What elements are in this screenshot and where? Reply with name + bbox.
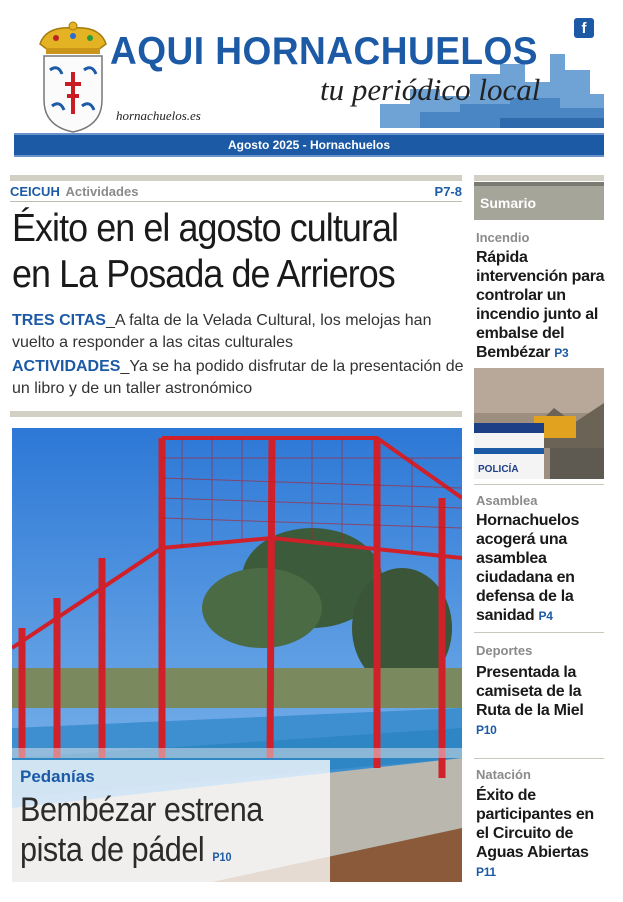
page-reference[interactable]: P10: [476, 723, 497, 737]
kicker-rule: [10, 201, 462, 202]
sidebar-top-rule: [474, 175, 604, 181]
headline-line: Éxito en el agosto cultural: [12, 207, 399, 250]
summary-item-incendio[interactable]: Rápida intervención para controlar un incendio junto al embalse del Bembézar P3: [476, 249, 605, 361]
website-link[interactable]: hornachuelos.es: [116, 108, 201, 123]
summary-divider: [474, 484, 604, 485]
newspaper-title: AQUI HORNACHUELOS: [110, 30, 538, 73]
lede-paragraph: [12, 310, 464, 354]
page-reference[interactable]: P7-8: [434, 184, 462, 199]
headline-line: en La Posada de Arrieros: [12, 253, 395, 296]
masthead: [10, 8, 604, 136]
dateline-bar: Agosto 2025 - Hornachuelos: [14, 133, 604, 157]
subsection-label: Actividades: [65, 184, 139, 199]
summary-divider: [474, 758, 604, 759]
summary-kicker: Incendio: [476, 230, 530, 245]
page-reference[interactable]: P4: [538, 609, 553, 623]
main-headline[interactable]: [12, 206, 431, 298]
facebook-icon[interactable]: f: [574, 18, 594, 38]
photo-headline[interactable]: [20, 790, 263, 877]
top-rule: [10, 175, 462, 181]
summary-item-natacion[interactable]: Éxito de participantes en el Circuito de Aguas Abiertas P11: [476, 787, 594, 879]
main-kicker: [10, 184, 462, 199]
lede-text: _A falta de la Velada Cultural, los melojas han vuelto a responder a las citas culturales: [12, 312, 432, 351]
summary-item-deportes[interactable]: Presentada la camiseta de la Ruta de la Miel P10: [476, 664, 584, 737]
lede-label: ACTIVIDADES: [12, 358, 121, 375]
page-reference[interactable]: P3: [554, 346, 569, 360]
lede-text: _Ya se ha podido disfrutar de la presentación de un libro y de un taller astronómico: [12, 358, 464, 397]
newspaper-tagline: tu periódico local: [320, 72, 541, 107]
summary-heading: Sumario: [474, 182, 604, 220]
police-label: POLICÍA: [478, 464, 519, 475]
summary-divider: [474, 632, 604, 633]
photo-headline-line: pista de pádel P10: [20, 831, 232, 869]
summary-kicker: Natación: [476, 767, 531, 782]
coat-of-arms-icon: [32, 20, 114, 134]
section-label: CEICUH: [10, 184, 60, 199]
summary-kicker: Deportes: [476, 643, 533, 658]
page-reference[interactable]: P10: [212, 850, 232, 864]
summary-item-asamblea[interactable]: Hornachuelos acogerá una asamblea ciudadana en defensa de la sanidad P4: [476, 512, 580, 624]
page-reference[interactable]: P11: [476, 865, 496, 879]
lede-label: TRES CITAS: [12, 312, 106, 329]
summary-kicker: Asamblea: [476, 493, 538, 508]
photo-kicker: Pedanías: [20, 767, 95, 786]
lede-paragraph: [12, 356, 464, 400]
mid-rule: [10, 411, 462, 417]
fire-police-photo[interactable]: [474, 368, 604, 479]
photo-headline-line: Bembézar estrena: [20, 791, 263, 829]
